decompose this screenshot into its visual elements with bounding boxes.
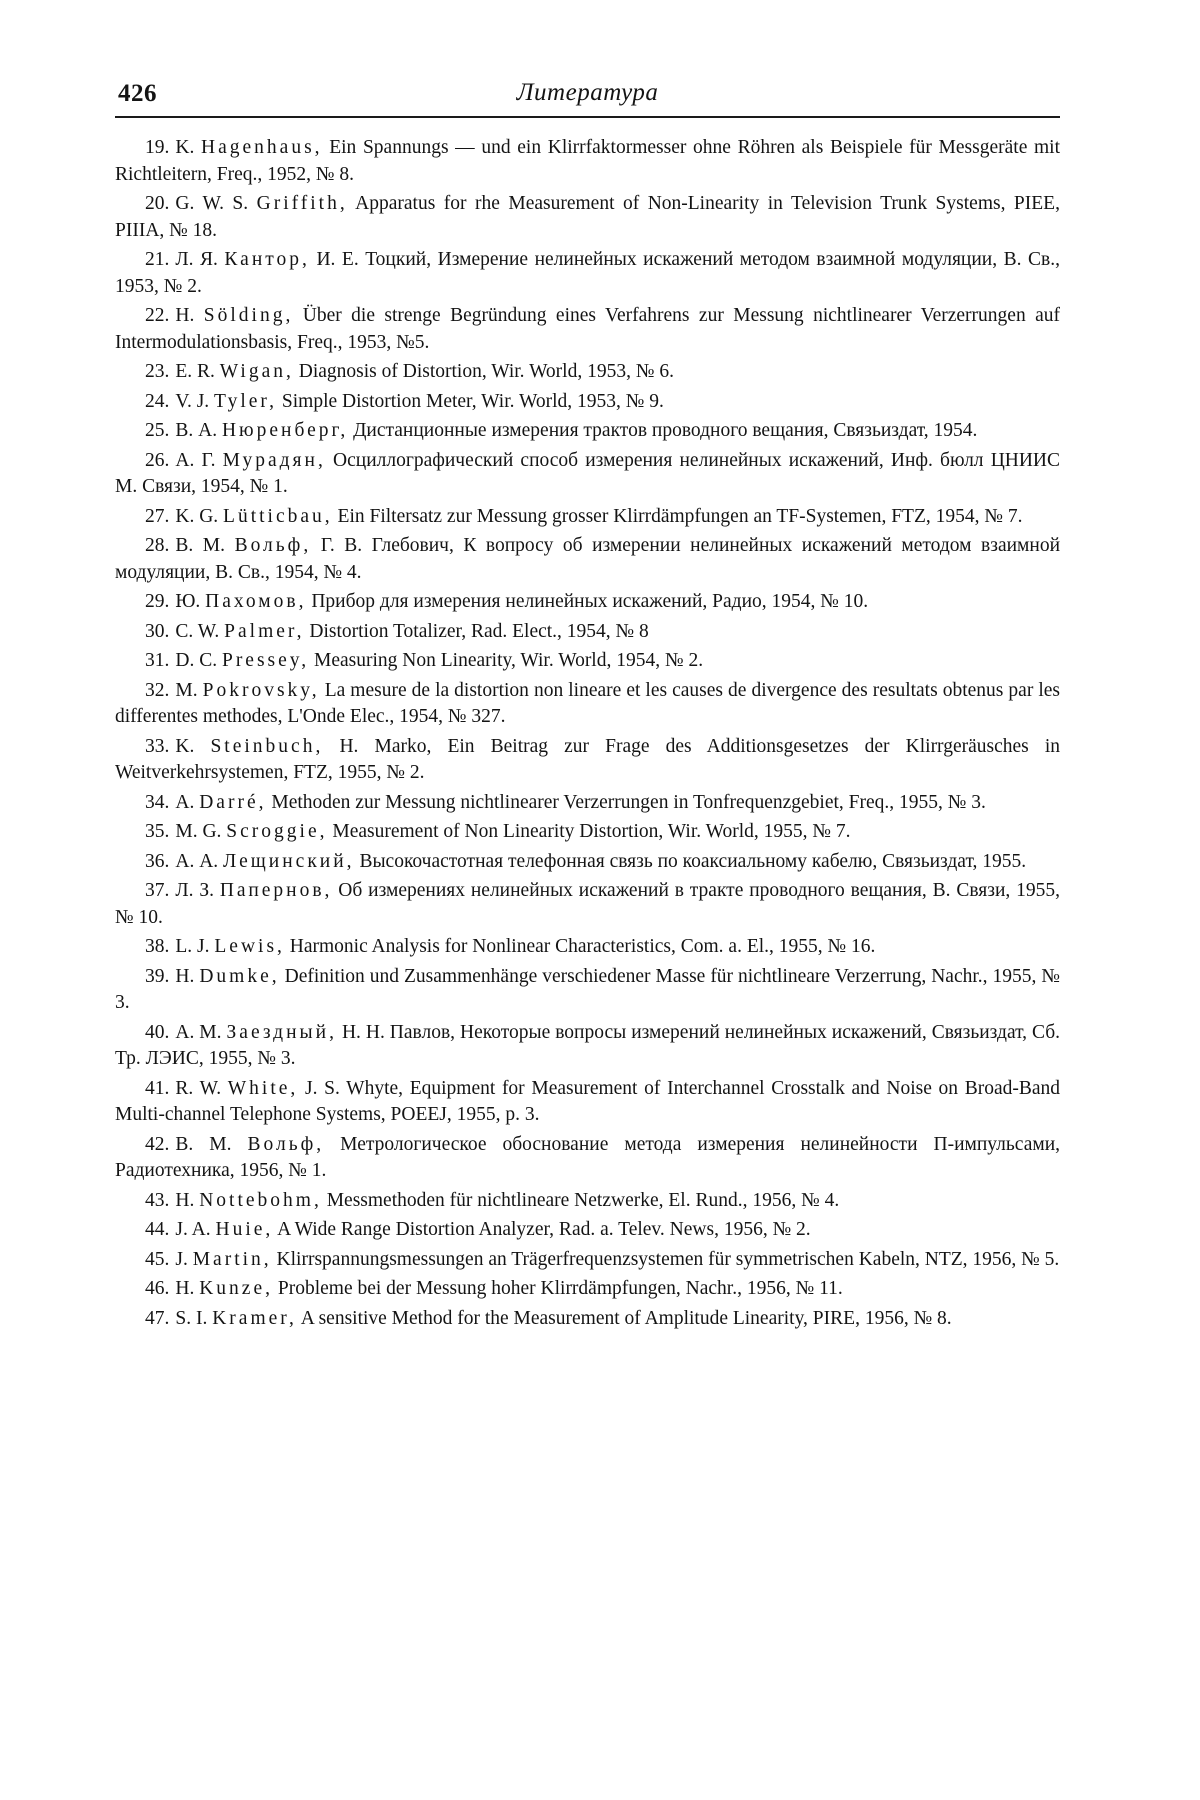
reference-details: Distortion Totalizer, Rad. Elect., 1954, № 8	[309, 620, 649, 642]
reference-entry	[115, 1217, 1060, 1244]
reference-details: Über die strenge Begründung eines Verfahrens zur Messung nichtlinearer Verzerrungen auf Intermodulationsbasis, Freq., 1953, №5.	[115, 305, 1061, 353]
reference-details: Осциллографический способ измерения нелинейных искажений, Инф. бюлл ЦНИИС М. Связи, 1954, № 1.	[115, 449, 1061, 497]
reference-number: 25.	[145, 420, 170, 441]
reference-author: Вольф,	[234, 535, 312, 556]
reference-initials: G. W. S.	[175, 193, 249, 214]
reference-entry	[115, 1306, 1060, 1333]
reference-number: 42.	[145, 1133, 170, 1155]
reference-author: Hagenhaus,	[201, 137, 323, 158]
reference-details: Simple Distortion Meter, Wir. World, 1953, № 9.	[281, 390, 664, 412]
reference-number: 44.	[145, 1219, 170, 1240]
reference-initials: M. G.	[175, 821, 222, 842]
reference-number: 45.	[145, 1248, 170, 1270]
reference-entry	[115, 819, 1060, 846]
book-page	[115, 0, 1060, 1335]
reference-number: 23.	[145, 361, 170, 382]
reference-entry	[115, 790, 1060, 817]
reference-entry	[115, 1188, 1060, 1215]
reference-author: Pokrovsky,	[202, 679, 320, 701]
reference-author: Darré,	[199, 791, 267, 813]
reference-number: 26.	[145, 449, 170, 471]
reference-author: Griffith,	[256, 193, 348, 214]
reference-details: Метрологическое обоснование метода измерения нелинейности П-импульсами, Радиотехника, 1956, № 1.	[115, 1133, 1061, 1181]
reference-author: Wigan,	[219, 361, 294, 382]
reference-entry	[115, 589, 1060, 616]
reference-details: Harmonic Analysis for Nonlinear Characteristics, Com. a. El., 1955, № 16.	[289, 936, 876, 957]
reference-entry	[115, 504, 1060, 531]
reference-author: White,	[227, 1077, 299, 1099]
reference-details: Probleme bei der Messung hoher Klirrdämpfungen, Nachr., 1956, № 11.	[277, 1278, 843, 1299]
reference-author: Nottebohm,	[199, 1189, 322, 1211]
page-header-title: Литература	[516, 79, 659, 106]
reference-initials: H.	[175, 965, 195, 987]
reference-initials: S. I.	[175, 1307, 208, 1329]
reference-details: A Wide Range Distortion Analyzer, Rad. a. Telev. News, 1956, № 2.	[277, 1219, 811, 1240]
reference-entry	[115, 619, 1060, 646]
reference-initials: А. М.	[175, 1021, 222, 1043]
reference-author: Palmer,	[224, 620, 305, 642]
reference-initials: Л. З.	[175, 880, 214, 901]
reference-initials: D. C.	[175, 650, 218, 671]
reference-number: 35.	[145, 821, 170, 842]
reference-initials: В. М.	[175, 1133, 232, 1155]
reference-entry	[115, 678, 1060, 731]
reference-initials: J. A.	[175, 1219, 211, 1240]
reference-initials: K.	[175, 137, 195, 158]
reference-details: Apparatus for rhe Measurement of Non-Linearity in Television Trunk Systems, PIEE, PIIIA, № 18.	[115, 193, 1060, 241]
reference-details: Высокочастотная телефонная связь по коаксиальному кабелю, Связьиздат, 1955.	[359, 850, 1027, 872]
reference-number: 29.	[145, 591, 170, 612]
reference-number: 39.	[145, 965, 170, 987]
reference-details: Об измерениях нелинейных искажений в тракте проводного вещания, В. Связи, 1955, № 10.	[115, 880, 1061, 928]
reference-entry	[115, 934, 1060, 961]
reference-number: 43.	[145, 1189, 170, 1211]
reference-details: Прибор для измерения нелинейных искажений, Радио, 1954, № 10.	[311, 591, 869, 612]
reference-number: 22.	[145, 305, 170, 326]
reference-initials: L. J.	[175, 936, 210, 957]
reference-number: 24.	[145, 390, 170, 412]
reference-entry	[115, 1276, 1060, 1303]
reference-author: Scroggie,	[226, 821, 328, 842]
reference-details: A sensitive Method for the Measurement of Amplitude Linearity, PIRE, 1956, № 8.	[300, 1307, 952, 1329]
reference-author: Sölding,	[203, 305, 294, 326]
reference-details: Methoden zur Messung nichtlinearer Verzerrungen in Tonfrequenzgebiet, Freq., 1955, № 3.	[271, 791, 986, 813]
reference-entry	[115, 1247, 1060, 1274]
reference-number: 38.	[145, 936, 170, 957]
reference-details: Measuring Non Linearity, Wir. World, 1954, № 2.	[314, 650, 704, 671]
reference-details: Ein Filtersatz zur Messung grosser Klirrdämpfungen an TF-Systemen, FTZ, 1954, № 7.	[337, 505, 1023, 527]
reference-author: Пахомов,	[205, 591, 307, 612]
reference-number: 19.	[145, 137, 170, 158]
reference-details: J. S. Whyte, Equipment for Measurement of Interchannel Crosstalk and Noise on Broad-Band Multi-channel Telephone Systems, POEEJ, 1955, p. 3.	[115, 1077, 1061, 1125]
reference-entry	[115, 1020, 1060, 1073]
reference-entry	[115, 878, 1060, 931]
reference-initials: Ю.	[175, 591, 201, 612]
reference-initials: J.	[175, 1248, 188, 1270]
reference-entry	[115, 734, 1060, 787]
reference-entry	[115, 1132, 1060, 1185]
reference-details: Н. Н. Павлов, Некоторые вопросы измерений нелинейных искажений, Связьиздат, Сб. Тр. ЛЭИС, 1955, № 3.	[115, 1021, 1061, 1069]
reference-author: Kramer,	[212, 1307, 297, 1329]
reference-initials: K.	[175, 735, 195, 757]
reference-entry	[115, 303, 1060, 356]
reference-number: 31.	[145, 650, 170, 671]
reference-details: И. Е. Тоцкий, Измерение нелинейных искажений методом взаимной модуляции, В. Св., 1953, № 2.	[115, 249, 1061, 297]
reference-number: 20.	[145, 193, 170, 214]
reference-number: 21.	[145, 249, 170, 270]
reference-details: Г. В. Глебович, К вопросу об измерении нелинейных искажений методом взаимной модуляции, В. Св., 1954, № 4.	[115, 535, 1061, 583]
reference-author: Huie,	[215, 1219, 274, 1240]
reference-initials: A.	[175, 791, 195, 813]
reference-number: 41.	[145, 1077, 170, 1099]
reference-number: 40.	[145, 1021, 170, 1043]
reference-entry	[115, 1076, 1060, 1129]
reference-entry	[115, 964, 1060, 1017]
reference-number: 28.	[145, 535, 170, 556]
reference-details: Definition und Zusammenhänge verschiedener Masse für nichtlineare Verzerrung, Nachr., 1955, № 3.	[115, 965, 1061, 1013]
reference-number: 33.	[145, 735, 170, 757]
reference-entry	[115, 533, 1060, 586]
reference-initials: K. G.	[175, 505, 219, 527]
reference-details: Klirrspannungsmessungen an Trägerfrequenzsystemen für symmetrischen Kabeln, NTZ, 1956, № 5.	[276, 1248, 1060, 1270]
reference-author: Папернов,	[219, 880, 333, 901]
reference-initials: А. А.	[175, 850, 219, 872]
reference-initials: В. М.	[175, 535, 226, 556]
reference-number: 36.	[145, 850, 170, 872]
reference-author: Кантор,	[224, 249, 310, 270]
running-head	[115, 0, 1060, 118]
reference-author: Вольф,	[247, 1133, 325, 1155]
reference-author: Kunze,	[199, 1278, 273, 1299]
reference-number: 37.	[145, 880, 170, 901]
reference-entry	[115, 648, 1060, 675]
reference-details: Messmethoden für nichtlineare Netzwerke, El. Rund., 1956, № 4.	[326, 1189, 840, 1211]
reference-number: 47.	[145, 1307, 170, 1329]
reference-author: Lewis,	[214, 936, 285, 957]
reference-number: 46.	[145, 1278, 170, 1299]
reference-author: Заездный,	[226, 1021, 337, 1043]
reference-entry	[115, 359, 1060, 386]
reference-number: 32.	[145, 679, 170, 701]
reference-author: Steinbuch,	[210, 735, 324, 757]
reference-initials: V. J.	[175, 390, 210, 412]
reference-details: Measurement of Non Linearity Distortion, Wir. World, 1955, № 7.	[332, 821, 851, 842]
reference-details: Ein Spannungs — und ein Klirrfaktormesser ohne Röhren als Beispiele für Messgeräte mit Richtleitern, Freq., 1952, № 8.	[115, 137, 1061, 185]
reference-author: Нюренберг,	[221, 420, 349, 441]
reference-author: Мурадян,	[222, 449, 326, 471]
reference-initials: R. W.	[175, 1077, 222, 1099]
reference-entry	[115, 448, 1060, 501]
reference-entry	[115, 849, 1060, 876]
reference-number: 34.	[145, 791, 170, 813]
reference-initials: Л. Я.	[175, 249, 218, 270]
reference-entry	[115, 418, 1060, 445]
reference-initials: В. А.	[175, 420, 218, 441]
reference-details: La mesure de la distortion non lineare et les causes de divergence des resultats obtenus par les differentes methodes, L'Onde Elec., 1954, № 327.	[115, 679, 1061, 727]
reference-initials: H.	[175, 1278, 195, 1299]
reference-author: Pressey,	[221, 650, 310, 671]
reference-author: Tyler,	[214, 390, 278, 412]
reference-entry	[115, 389, 1060, 416]
reference-initials: C. W.	[175, 620, 220, 642]
reference-details: Diagnosis of Distortion, Wir. World, 1953, № 6.	[298, 361, 674, 382]
reference-author: Martin,	[192, 1248, 272, 1270]
reference-details: H. Marko, Ein Beitrag zur Frage des Additionsgesetzes der Klirrgeräusches in Weitverkehrsystemen, FTZ, 1955, № 2.	[115, 735, 1061, 783]
reference-initials: А. Г.	[175, 449, 216, 471]
reference-initials: H.	[175, 1189, 195, 1211]
reference-list	[115, 118, 1060, 1332]
reference-entry	[115, 191, 1060, 244]
page-number: 426	[118, 80, 157, 107]
reference-initials: M.	[175, 679, 198, 701]
reference-initials: E. R.	[175, 361, 215, 382]
reference-author: Лещинский,	[223, 850, 355, 872]
reference-number: 27.	[145, 505, 170, 527]
reference-entry	[115, 247, 1060, 300]
reference-entry	[115, 135, 1060, 188]
reference-author: Dumke,	[199, 965, 280, 987]
reference-number: 30.	[145, 620, 170, 642]
reference-details: Дистанционные измерения трактов проводного вещания, Связьиздат, 1954.	[353, 420, 978, 441]
reference-initials: H.	[175, 305, 195, 326]
reference-author: Lütticbau,	[223, 505, 333, 527]
